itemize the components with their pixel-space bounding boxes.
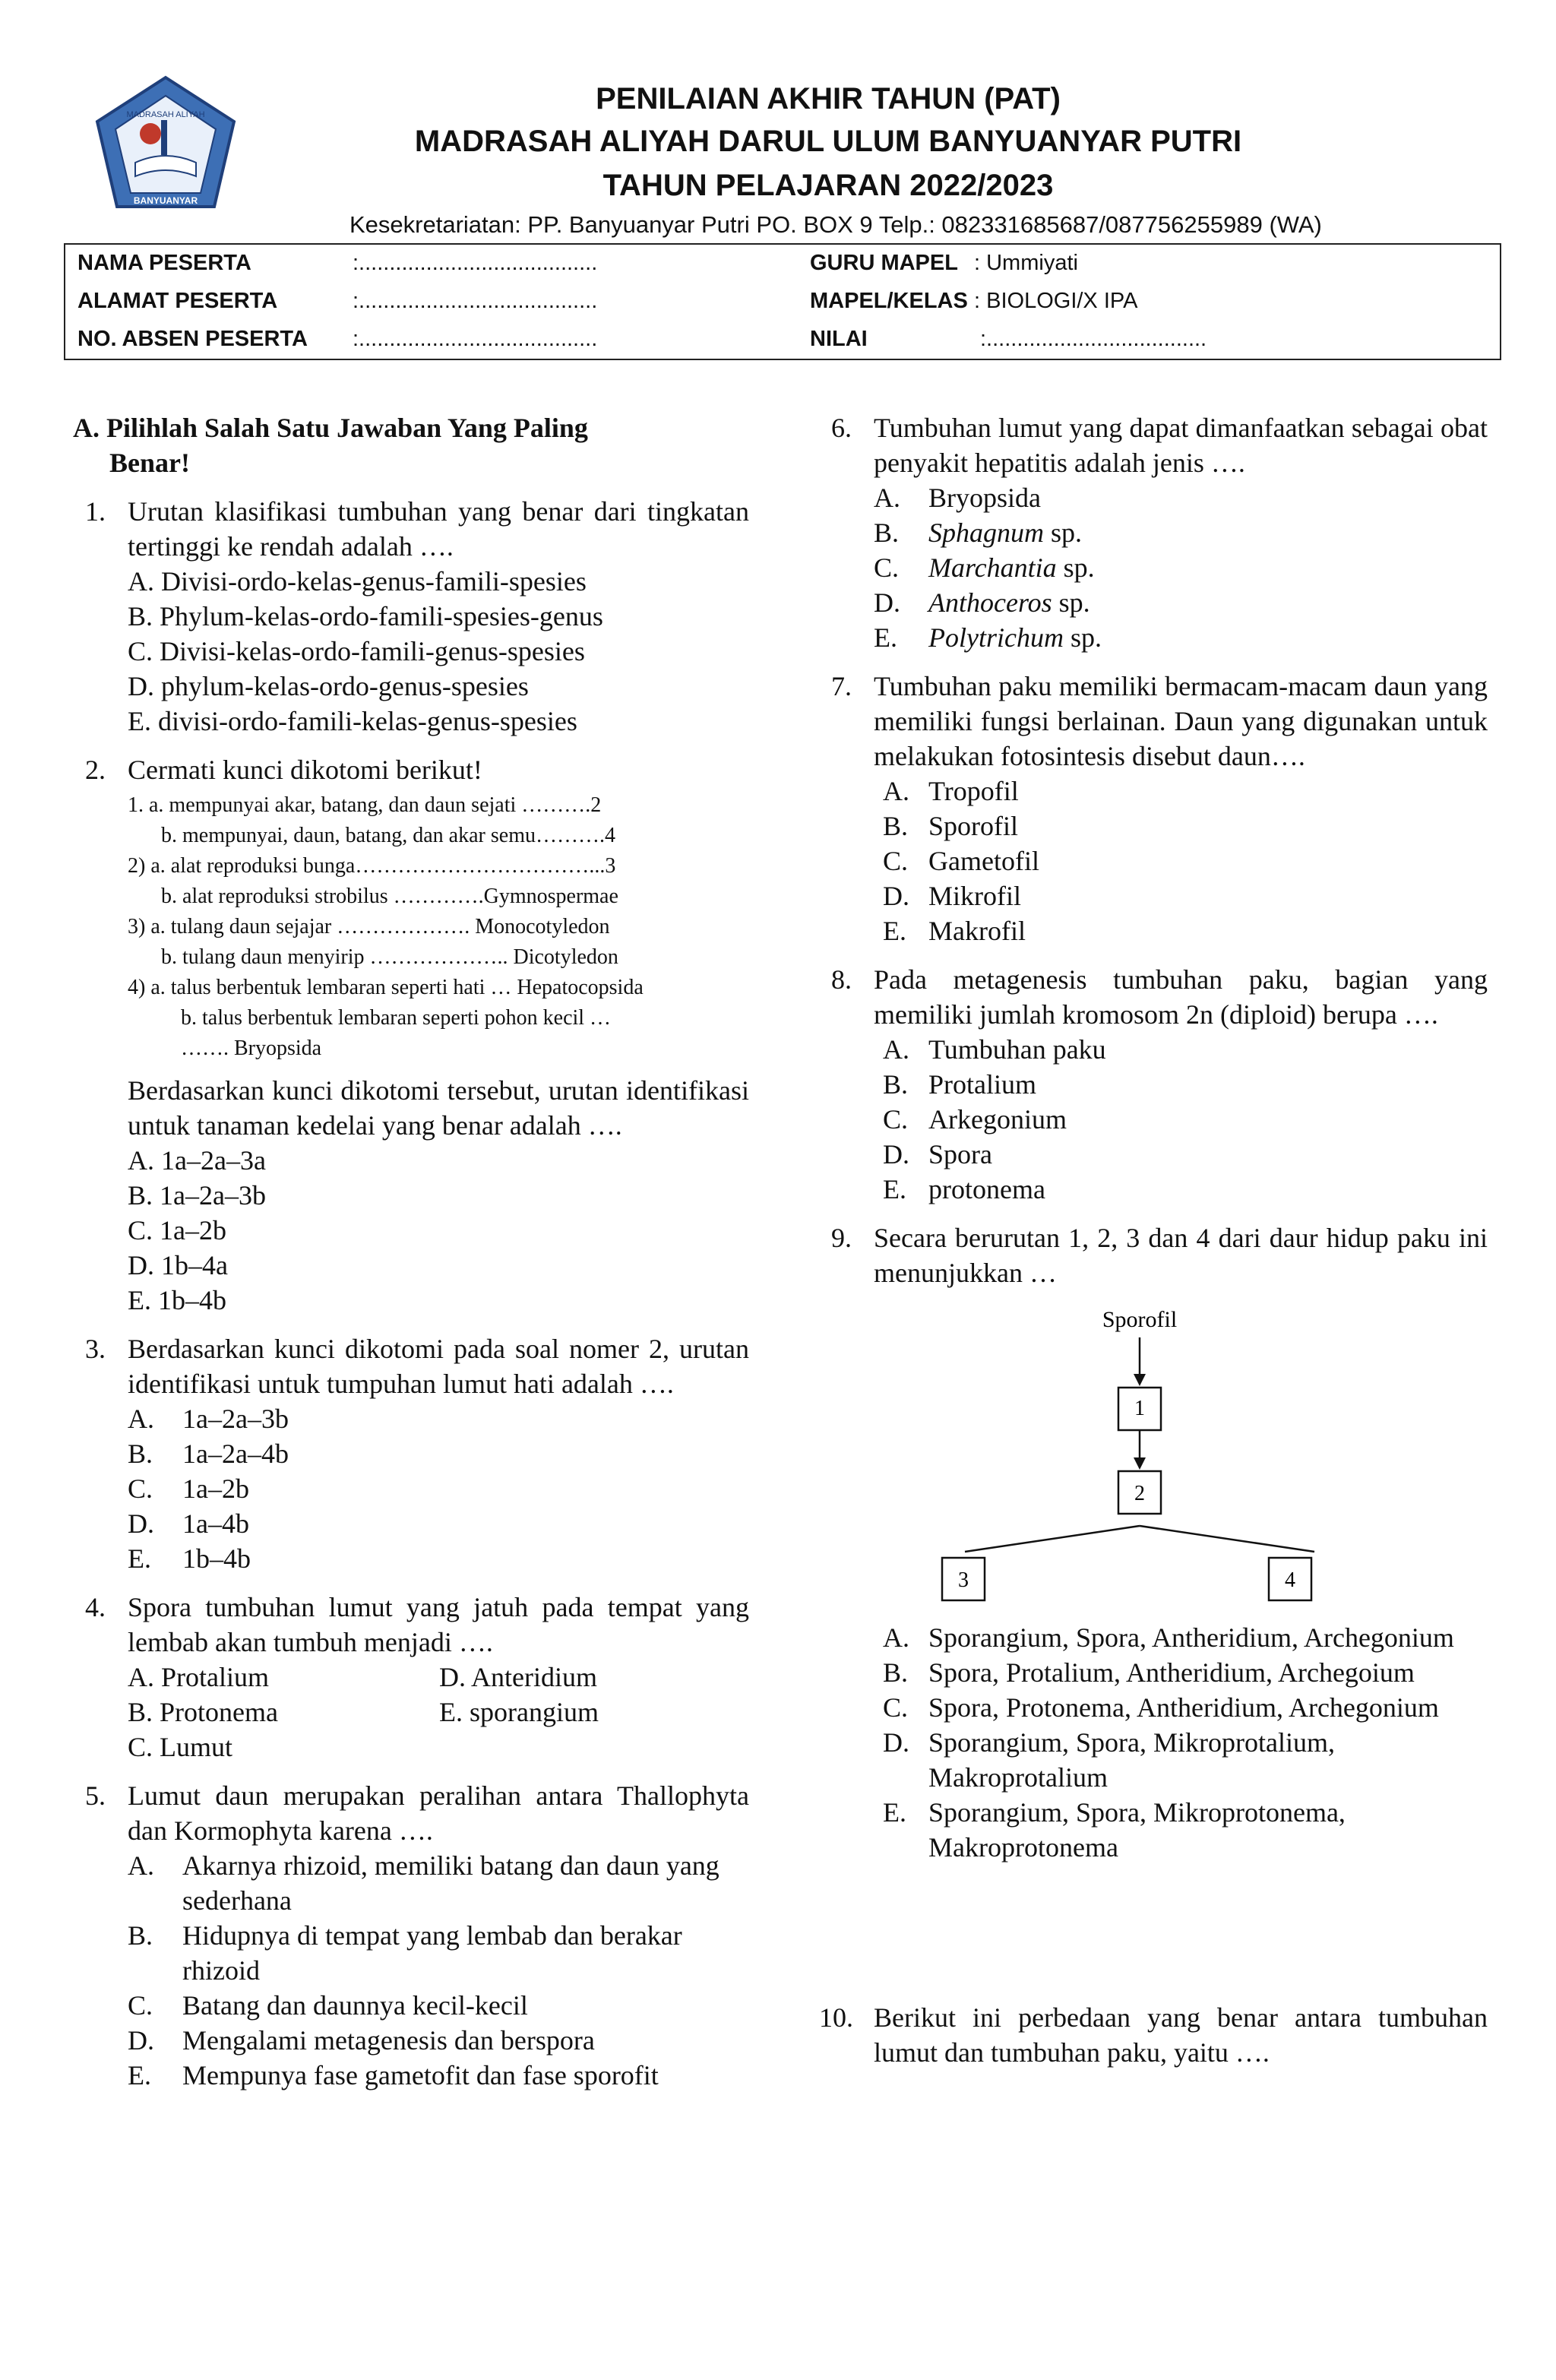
option-c[interactable]: C. Divisi-kelas-ordo-famili-genus-spesies (128, 636, 585, 666)
diagram-box-2-label: 2 (1134, 1482, 1145, 1505)
address-field[interactable]: :....................................... (353, 289, 598, 313)
option-b[interactable]: B. Protalium (883, 1069, 1036, 1100)
option-c[interactable]: C. 1a–2b (128, 1473, 249, 1504)
subject-value: : BIOLOGI/X IPA (974, 289, 1138, 313)
section-heading: A. Pilihlah Salah Satu Jawaban Yang Paling Benar! (73, 413, 588, 478)
question-5: 5. Lumut daun merupakan peralihan antara Thallophyta dan Kormophyta karena …. A. Akarnya rhizoid, memiliki batang dan daun yang sederhana B. Hidupnya di tempat yang lembab dan berakar rhizoid C. Batang dan daunnya kecil-kecil D. Mengalami metagenesis dan berspora E. Mempunya fase gametofit dan fase sporofit (73, 1778, 749, 2093)
option-e[interactable]: E. Mempunya fase gametofit dan fase sporofit (128, 2060, 659, 2090)
option-b[interactable]: B. 1a–2a–4b (128, 1438, 289, 1469)
question-stem-2: Berdasarkan kunci dikotomi tersebut, urutan identifikasi untuk tanaman kedelai yang benar adalah …. (128, 1075, 749, 1141)
diagram-sporofil-label: Sporofil (1102, 1307, 1178, 1332)
student-info-box (64, 243, 1501, 360)
score-field[interactable]: :.................................... (980, 327, 1207, 351)
option-a[interactable]: A. Divisi-ordo-kelas-genus-famili-spesies (128, 566, 587, 597)
option-c[interactable]: C. Lumut (128, 1732, 233, 1762)
absen-label: NO. ABSEN PESERTA (77, 327, 308, 351)
option-d[interactable]: D. Anteridium (439, 1662, 597, 1692)
arrow-head-1 (1134, 1374, 1146, 1386)
name-label: NAMA PESERTA (77, 251, 251, 275)
diagram-box-3-label: 3 (958, 1568, 969, 1592)
svg-text:MADRASAH ALIYAH: MADRASAH ALIYAH (126, 110, 205, 119)
school-logo (91, 73, 240, 214)
teacher-value: : Ummiyati (974, 251, 1078, 275)
name-field[interactable]: :....................................... (353, 251, 598, 275)
option-e[interactable]: E. Makrofil (883, 916, 1026, 946)
option-b[interactable]: B. Phylum-kelas-ordo-famili-spesies-genus (128, 601, 603, 631)
svg-text:BANYUANYAR: BANYUANYAR (133, 195, 198, 206)
question-stem: Lumut daun merupakan peralihan antara Thallophyta dan Kormophyta karena …. (128, 1780, 749, 1846)
arrow-head-2 (1134, 1457, 1146, 1470)
option-c[interactable]: C. Batang dan daunnya kecil-kecil (128, 1990, 528, 2021)
diagram-box-1-label: 1 (1134, 1397, 1145, 1420)
question-2: 2. Cermati kunci dikotomi berikut! 1. a. mempunyai akar, batang, dan daun sejati ……….2 b. mempunyai, daun, batang, dan akar semu……….4 2) a. alat reproduksi bunga……………………………...3 b. alat reproduksi strobilus ………….Gymnospermae 3) a. tulang daun sejajar ………………. Monocotyledon b. tulang daun menyirip ……………….. Dicotyledon 4) a. talus berbentuk lembaran seperti hati … Hepatocopsida b. talus berbentuk lembaran seperti pohon kecil … ……. Bryopsida Berdasarkan kunci dikotomi tersebut, urutan identifikasi untuk tanaman kedelai yang benar adalah …. A. 1a–2a–3a B. 1a–2a–3b C. 1a–2b D. 1b–4a E. 1b–4b (73, 752, 749, 1318)
question-3: 3. Berdasarkan kunci dikotomi pada soal nomer 2, urutan identifikasi untuk tumpuhan lumut hati adalah …. A. 1a–2a–3b B. 1a–2a–4b C. 1a–2b D. 1a–4b E. 1b–4b (73, 1331, 749, 1576)
subject-label: MAPEL/KELAS (810, 289, 968, 313)
absen-field[interactable]: :....................................... (353, 327, 598, 351)
option-d[interactable]: D. Spora (883, 1139, 992, 1169)
option-c[interactable]: C. 1a–2b (128, 1215, 226, 1245)
address-label: ALAMAT PESERTA (77, 289, 278, 313)
question-stem: Urutan klasifikasi tumbuhan yang benar dari tingkatan tertinggi ke rendah adalah …. (128, 496, 749, 562)
option-c[interactable]: C. Spora, Protonema, Antheridium, Archegonium (883, 1692, 1439, 1723)
question-stem: Secara berurutan 1, 2, 3 dan 4 dari daur hidup paku ini menunjukkan … (874, 1223, 1488, 1288)
option-b[interactable]: B. Protonema (128, 1697, 278, 1727)
option-b[interactable]: B. Spora, Protalium, Antheridium, Archegoium (883, 1657, 1415, 1688)
question-9: 9. Secara berurutan 1, 2, 3 dan 4 dari daur hidup paku ini menunjukkan … Sporofil 1 2 3 4 A. Sporangium, Spora, Antheridium, Archegonium B. Spora, Protalium, Antheridium, Archegoium C. Spora, Protonema, Antheridium, Archegonium D. Sporangium, Spora, Mikroprotalium, Makroprotalium E. Sporangium, Spora, Mikroprotonema, Makroprotonema (819, 1220, 1488, 1865)
score-label: NILAI (810, 327, 868, 351)
option-b[interactable]: B. Sporofil (883, 811, 1019, 841)
option-b[interactable]: B. Hidupnya di tempat yang lembab dan berakar rhizoid (128, 1920, 682, 1986)
option-a[interactable]: A. Tumbuhan paku (883, 1034, 1106, 1065)
option-d[interactable]: D. Anthoceros sp. (874, 587, 1090, 618)
option-d[interactable]: D. 1a–4b (128, 1508, 249, 1539)
question-stem: Berdasarkan kunci dikotomi pada soal nomer 2, urutan identifikasi untuk tumpuhan lumut hati adalah …. (128, 1334, 749, 1399)
option-c[interactable]: C. Marchantia sp. (874, 552, 1095, 583)
exam-title: PENILAIAN AKHIR TAHUN (PAT) (596, 82, 1061, 116)
option-c[interactable]: C. Arkegonium (883, 1104, 1067, 1135)
question-7: 7. Tumbuhan paku memiliki bermacam-macam daun yang memiliki fungsi berlainan. Daun yang digunakan untuk melakukan fotosintesis disebut daun…. A. Tropofil B. Sporofil C. Gametofil D. Mikrofil E. Makrofil (819, 669, 1488, 948)
option-d[interactable]: D. Mikrofil (883, 881, 1021, 911)
option-a[interactable]: A. Akarnya rhizoid, memiliki batang dan daun yang sederhana (128, 1850, 719, 1916)
question-stem: Pada metagenesis tumbuhan paku, bagian yang memiliki jumlah kromosom 2n (diploid) berupa …. (874, 964, 1488, 1030)
option-d[interactable]: D. Sporangium, Spora, Mikroprotalium, Makroprotalium (883, 1727, 1335, 1793)
option-d[interactable]: D. 1b–4a (128, 1250, 228, 1280)
option-e[interactable]: E. 1b–4b (128, 1285, 226, 1315)
option-e[interactable]: E. protonema (883, 1174, 1045, 1204)
question-stem: Berikut ini perbedaan yang benar antara tumbuhan lumut dan tumbuhan paku, yaitu …. (874, 2002, 1488, 2068)
option-d[interactable]: D. phylum-kelas-ordo-genus-spesies (128, 671, 529, 701)
option-e[interactable]: E. 1b–4b (128, 1543, 251, 1574)
academic-year: TAHUN PELAJARAN 2022/2023 (602, 169, 1054, 202)
option-a[interactable]: A. Sporangium, Spora, Antheridium, Archegonium (883, 1622, 1454, 1653)
option-e[interactable]: E. Sporangium, Spora, Mikroprotonema, Makroprotonema (883, 1797, 1346, 1863)
option-a[interactable]: A. Tropofil (883, 776, 1019, 806)
dichotomous-key: 1. a. mempunyai akar, batang, dan daun sejati ……….2 b. mempunyai, daun, batang, dan akar semu……….4 2) a. alat reproduksi bunga……………………………...3 b. alat reproduksi strobilus ………….Gymnospermae 3) a. tulang daun sejajar ………………. Monocotyledon b. tulang daun menyirip ……………….. Dicotyledon 4) a. talus berbentuk lembaran seperti hati … Hepatocopsida b. talus berbentuk lembaran seperti pohon kecil … ……. Bryopsida (128, 793, 644, 1060)
question-6: 6. Tumbuhan lumut yang dapat dimanfaatkan sebagai obat penyakit hepatitis adalah jenis …. A. Bryopsida B. Sphagnum sp. C. Marchantia sp. D. Anthoceros sp. E. Polytrichum sp. (819, 410, 1488, 655)
option-a[interactable]: A. Protalium (128, 1662, 269, 1692)
option-e[interactable]: E. sporangium (439, 1697, 599, 1727)
question-4: 4. Spora tumbuhan lumut yang jatuh pada tempat yang lembab akan tumbuh menjadi …. A. Protalium D. Anteridium B. Protonema E. sporangium C. Lumut (73, 1590, 749, 1764)
fern-life-cycle-diagram (935, 1301, 1330, 1620)
question-stem: Tumbuhan paku memiliki bermacam-macam daun yang memiliki fungsi berlainan. Daun yang digunakan untuk melakukan fotosintesis disebut daun…. (874, 671, 1488, 771)
teacher-label: GURU MAPEL (810, 251, 958, 275)
question-stem: Tumbuhan lumut yang dapat dimanfaatkan sebagai obat penyakit hepatitis adalah jenis …. (874, 413, 1488, 478)
option-e[interactable]: E. divisi-ordo-famili-kelas-genus-spesies (128, 706, 577, 736)
option-b[interactable]: B. Sphagnum sp. (874, 517, 1083, 548)
school-address: Kesekretariatan: PP. Banyuanyar Putri PO. BOX 9 Telp.: 082331685687/087756255989 (WA) (349, 211, 1322, 238)
question-8: 8. Pada metagenesis tumbuhan paku, bagian yang memiliki jumlah kromosom 2n (diploid) berupa …. A. Tumbuhan paku B. Protalium C. Arkegonium D. Spora E. protonema (819, 962, 1488, 1207)
question-1: 1. Urutan klasifikasi tumbuhan yang benar dari tingkatan tertinggi ke rendah adalah …. A. Divisi-ordo-kelas-genus-famili-spesies B. Phylum-kelas-ordo-famili-spesies-genus C. Divisi-kelas-ordo-famili-genus-spesies D. phylum-kelas-ordo-genus-spesies E. divisi-ordo-famili-kelas-genus-spesies (73, 494, 749, 739)
branch-left (965, 1526, 1140, 1552)
option-d[interactable]: D. Mengalami metagenesis dan berspora (128, 2025, 595, 2056)
question-10: 10. Berikut ini perbedaan yang benar antara tumbuhan lumut dan tumbuhan paku, yaitu …. (819, 2000, 1488, 2070)
school-name: MADRASAH ALIYAH DARUL ULUM BANYUANYAR PUTRI (414, 125, 1242, 158)
option-e[interactable]: E. Polytrichum sp. (874, 622, 1102, 653)
option-a[interactable]: A. 1a–2a–3b (128, 1404, 289, 1434)
option-a[interactable]: A. 1a–2a–3a (128, 1145, 266, 1176)
option-a[interactable]: A. Bryopsida (874, 483, 1041, 513)
diagram-box-4-label: 4 (1285, 1568, 1295, 1592)
question-stem: Cermati kunci dikotomi berikut! (128, 755, 482, 785)
option-c[interactable]: C. Gametofil (883, 846, 1039, 876)
question-stem: Spora tumbuhan lumut yang jatuh pada tempat yang lembab akan tumbuh menjadi …. (128, 1592, 749, 1657)
branch-right (1140, 1526, 1314, 1552)
option-b[interactable]: B. 1a–2a–3b (128, 1180, 266, 1211)
